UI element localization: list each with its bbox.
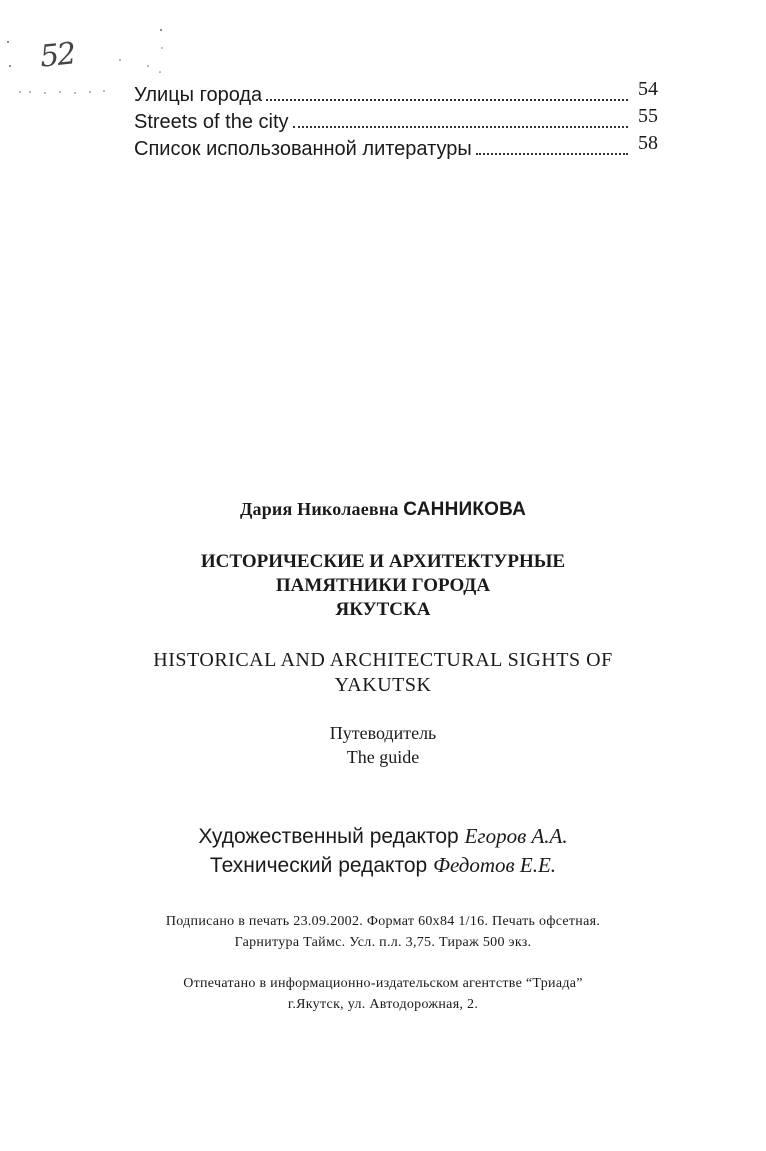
toc-entry[interactable] [134, 105, 658, 136]
table-of-contents [134, 78, 658, 163]
book-title-english [0, 648, 766, 698]
subtitle-en: The guide [346, 747, 420, 767]
printer-info [0, 973, 766, 1015]
subtitle-ru: Путеводитель [329, 723, 437, 743]
title-ru-line: ЯКУТСКА [335, 599, 431, 620]
toc-entry-page: 58 [638, 132, 658, 154]
art-editor-label: Художественный редактор [198, 825, 459, 848]
art-editor-line [0, 822, 766, 851]
book-title-russian [0, 550, 766, 622]
art-editor-name: Егоров А.А. [464, 824, 568, 848]
toc-entry-title: Список использованной литературы [134, 138, 472, 160]
toc-entry[interactable] [134, 132, 658, 163]
editors-credits [0, 822, 766, 880]
title-en-line: YAKUTSK [334, 674, 432, 696]
toc-dot-leader [293, 126, 628, 128]
toc-entry-page: 55 [638, 105, 658, 127]
author-surname: САННИКОВА [403, 499, 527, 520]
author-given-names: Дария Николаевна [239, 499, 399, 519]
title-ru-line: ПАМЯТНИКИ ГОРОДА [275, 575, 491, 596]
author-name [0, 499, 766, 521]
printer-line: г.Якутск, ул. Автодорожная, 2. [287, 997, 479, 1012]
title-en-line: HISTORICAL AND ARCHITECTURAL SIGHTS OF [153, 649, 613, 671]
toc-dot-leader [266, 99, 628, 101]
toc-entry-title: Streets of the city [134, 111, 289, 133]
publication-imprint [0, 911, 766, 953]
toc-dot-leader [476, 153, 628, 155]
book-subtitle [0, 721, 766, 769]
handwritten-page-number: 52 [38, 36, 76, 75]
toc-entry[interactable] [134, 78, 658, 109]
tech-editor-name: Федотов Е.Е. [433, 853, 557, 877]
tech-editor-label: Технический редактор [209, 854, 428, 877]
toc-entry-page: 54 [638, 78, 658, 100]
imprint-line: Гарнитура Таймс. Усл. п.л. 3,75. Тираж 500 экз. [234, 935, 532, 950]
printer-line: Отпечатано в информационно-издательском агентстве “Триада” [183, 976, 583, 991]
toc-entry-title: Улицы города [134, 84, 263, 106]
title-ru-line: ИСТОРИЧЕСКИЕ И АРХИТЕКТУРНЫЕ [200, 551, 566, 572]
tech-editor-line [0, 851, 766, 880]
imprint-line: Подписано в печать 23.09.2002. Формат 60х84 1/16. Печать офсетная. [165, 914, 601, 929]
